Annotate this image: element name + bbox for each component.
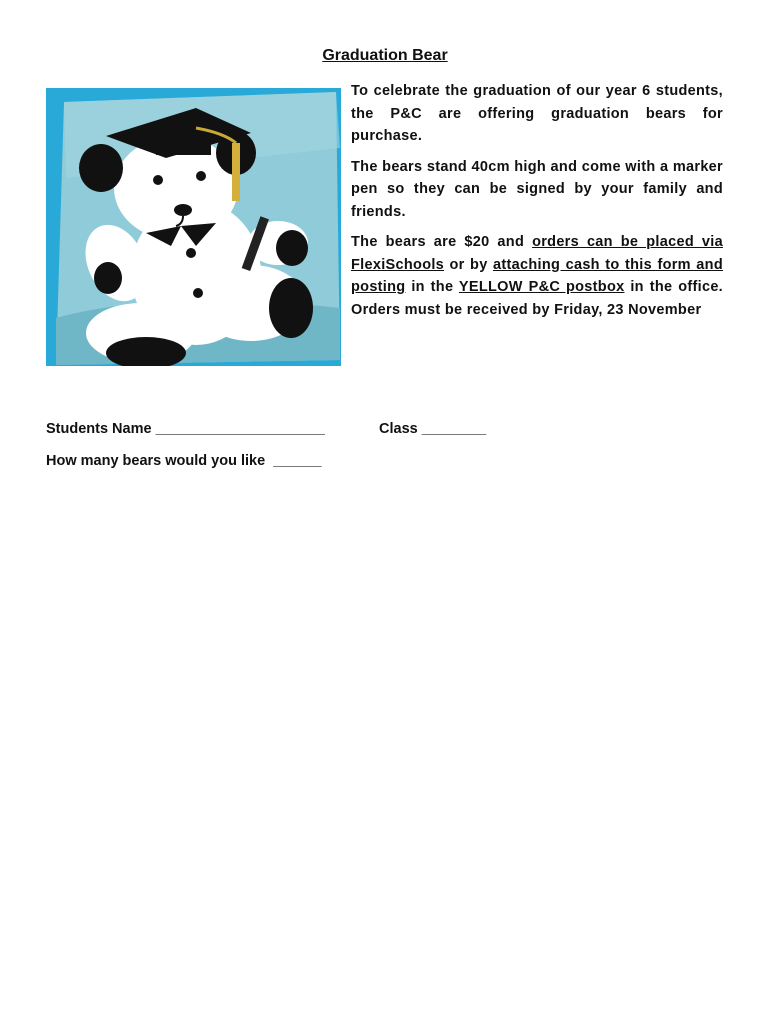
- paragraph-intro: To celebrate the graduation of our year 6 students, the P&C are offering graduation bears for purchase.: [351, 83, 723, 144]
- graduation-bear-photo: [46, 88, 341, 366]
- paragraph-details: The bears stand 40cm high and come with a marker pen so they can be signed by your family and friends.: [351, 158, 723, 220]
- paragraph-ordering: The bears are $20 and orders can be placed via FlexiSchools or by attaching cash to this form and posting in the YELLOW P&C postbox in the office. Orders must be received by Friday, 23 November: [351, 234, 724, 318]
- bear-quantity-field[interactable]: How many bears would you like ______: [46, 453, 322, 469]
- class-field[interactable]: Class ________: [379, 421, 487, 437]
- student-name-field[interactable]: Students Name _____________________: [46, 421, 325, 437]
- cash-instructions-link: attaching cash to this form and posting: [351, 256, 723, 295]
- description-text: [351, 80, 723, 329]
- flexischools-link[interactable]: orders can be placed via FlexiSchools: [351, 234, 723, 273]
- postbox-label: YELLOW P&C postbox: [458, 279, 625, 295]
- page-title: Graduation Bear: [322, 47, 448, 64]
